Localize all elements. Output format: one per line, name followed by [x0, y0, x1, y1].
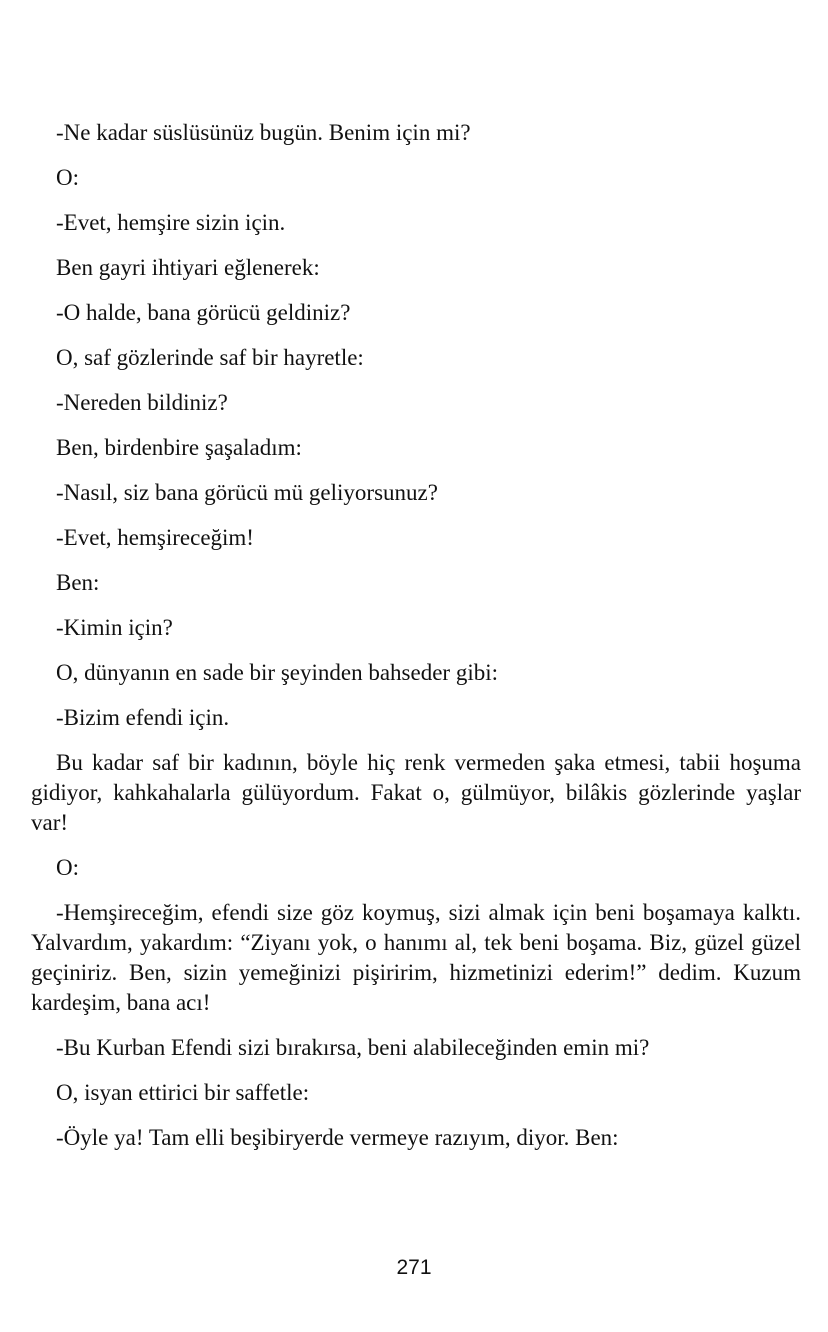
paragraph: O:: [56, 855, 79, 880]
paragraph: -Öyle ya! Tam elli beşibiryerde vermeye razıyım, diyor. Ben:: [56, 1125, 619, 1150]
paragraph: -Ne kadar süslüsünüz bugün. Benim için mi?: [56, 120, 471, 145]
paragraph: -Evet, hemşire sizin için.: [56, 210, 286, 235]
paragraph: Ben:: [56, 570, 100, 595]
paragraph: -Bu Kurban Efendi sizi bırakırsa, beni alabileceğinden emin mi?: [56, 1035, 650, 1060]
paragraph: -Bizim efendi için.: [56, 705, 230, 730]
paragraph: Ben gayri ihtiyari eğlenerek:: [56, 255, 320, 280]
paragraph: -Hemşireceğim, efendi size göz koymuş, sizi almak için beni boşamaya kalktı. Yalvardım, yakardım: “Ziyanı yok, o hanımı al, tek beni boşama. Biz, güzel güzel geçiniriz. Ben, sizin yemeğinizi pişiririm, hizmetinizi ederim!” dedim. Kuzum kardeşim, bana acı!: [31, 900, 801, 1015]
paragraph: O, isyan ettirici bir saffetle:: [56, 1080, 310, 1105]
paragraph: -Evet, hemşireceğim!: [56, 525, 254, 550]
paragraph: O, saf gözlerinde saf bir hayretle:: [56, 345, 364, 370]
paragraph: -O halde, bana görücü geldiniz?: [56, 300, 351, 325]
paragraph: -Nereden bildiniz?: [56, 390, 228, 415]
paragraph: O, dünyanın en sade bir şeyinden bahseder gibi:: [56, 660, 498, 685]
paragraph: -Kimin için?: [56, 615, 173, 640]
paragraph: Bu kadar saf bir kadının, böyle hiç renk vermeden şaka etmesi, tabii hoşuma gidiyor, kahkahalarla gülüyordum. Fakat o, gülmüyor, bilâkis gözlerinde yaşlar var!: [31, 750, 801, 835]
paragraph: O:: [56, 165, 79, 190]
page-number: 271: [396, 1256, 432, 1279]
paragraph: Ben, birdenbire şaşaladım:: [56, 435, 302, 460]
paragraph: -Nasıl, siz bana görücü mü geliyorsunuz?: [56, 480, 438, 505]
page-body-text: [31, 118, 801, 1168]
